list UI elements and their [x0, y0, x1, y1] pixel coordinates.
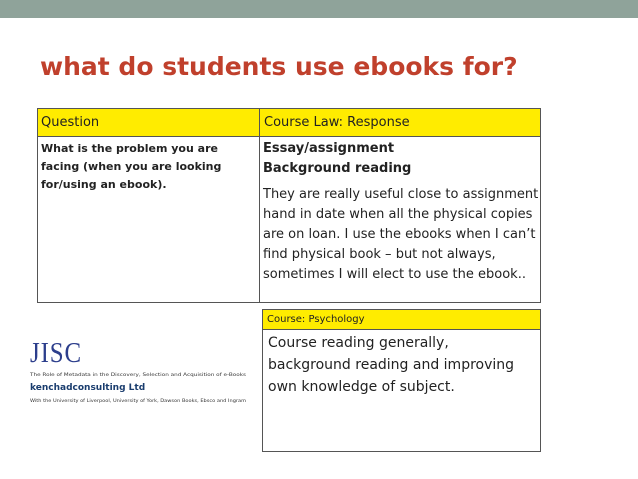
law-response-table — [37, 108, 541, 303]
question-text: What is the problem you are facing (when you are looking for/using an ebook). — [41, 142, 222, 191]
jisc-caption: The Role of Metadata in the Discovery, Selection and Acquisition of e-Books — [28, 372, 247, 377]
psychology-header-label: Course: Psychology — [267, 314, 365, 325]
response-cell — [263, 139, 539, 285]
kenchad-logo: kenchadconsulting Ltd — [30, 383, 146, 393]
psychology-body: Course reading generally, background reading and improving own knowledge of subject. — [268, 335, 515, 395]
sponsor-logos — [28, 335, 258, 415]
top-decorative-band — [0, 0, 638, 18]
response-heading-background: Background reading — [263, 161, 412, 176]
column-divider — [259, 109, 260, 302]
kenchad-caption: With the University of Liverpool, University of York, Dawson Books, Ebsco and Ingram — [30, 398, 247, 403]
slide-title: what do students use ebooks for? — [40, 52, 518, 81]
response-body: They are really useful close to assignment hand in date when all the physical copies are on loan. I use the ebooks when I can’t find physical book – but not always, sometimes I will elect to use the ebook.. — [263, 187, 539, 282]
jisc-logo: JISC — [30, 338, 82, 369]
sponsor-logos-graphic — [28, 335, 258, 415]
header-question: Question — [41, 115, 100, 130]
response-heading-essay: Essay/assignment — [263, 141, 395, 156]
psychology-header — [263, 310, 540, 330]
header-response: Course Law: Response — [264, 115, 410, 130]
psychology-table — [262, 309, 541, 452]
